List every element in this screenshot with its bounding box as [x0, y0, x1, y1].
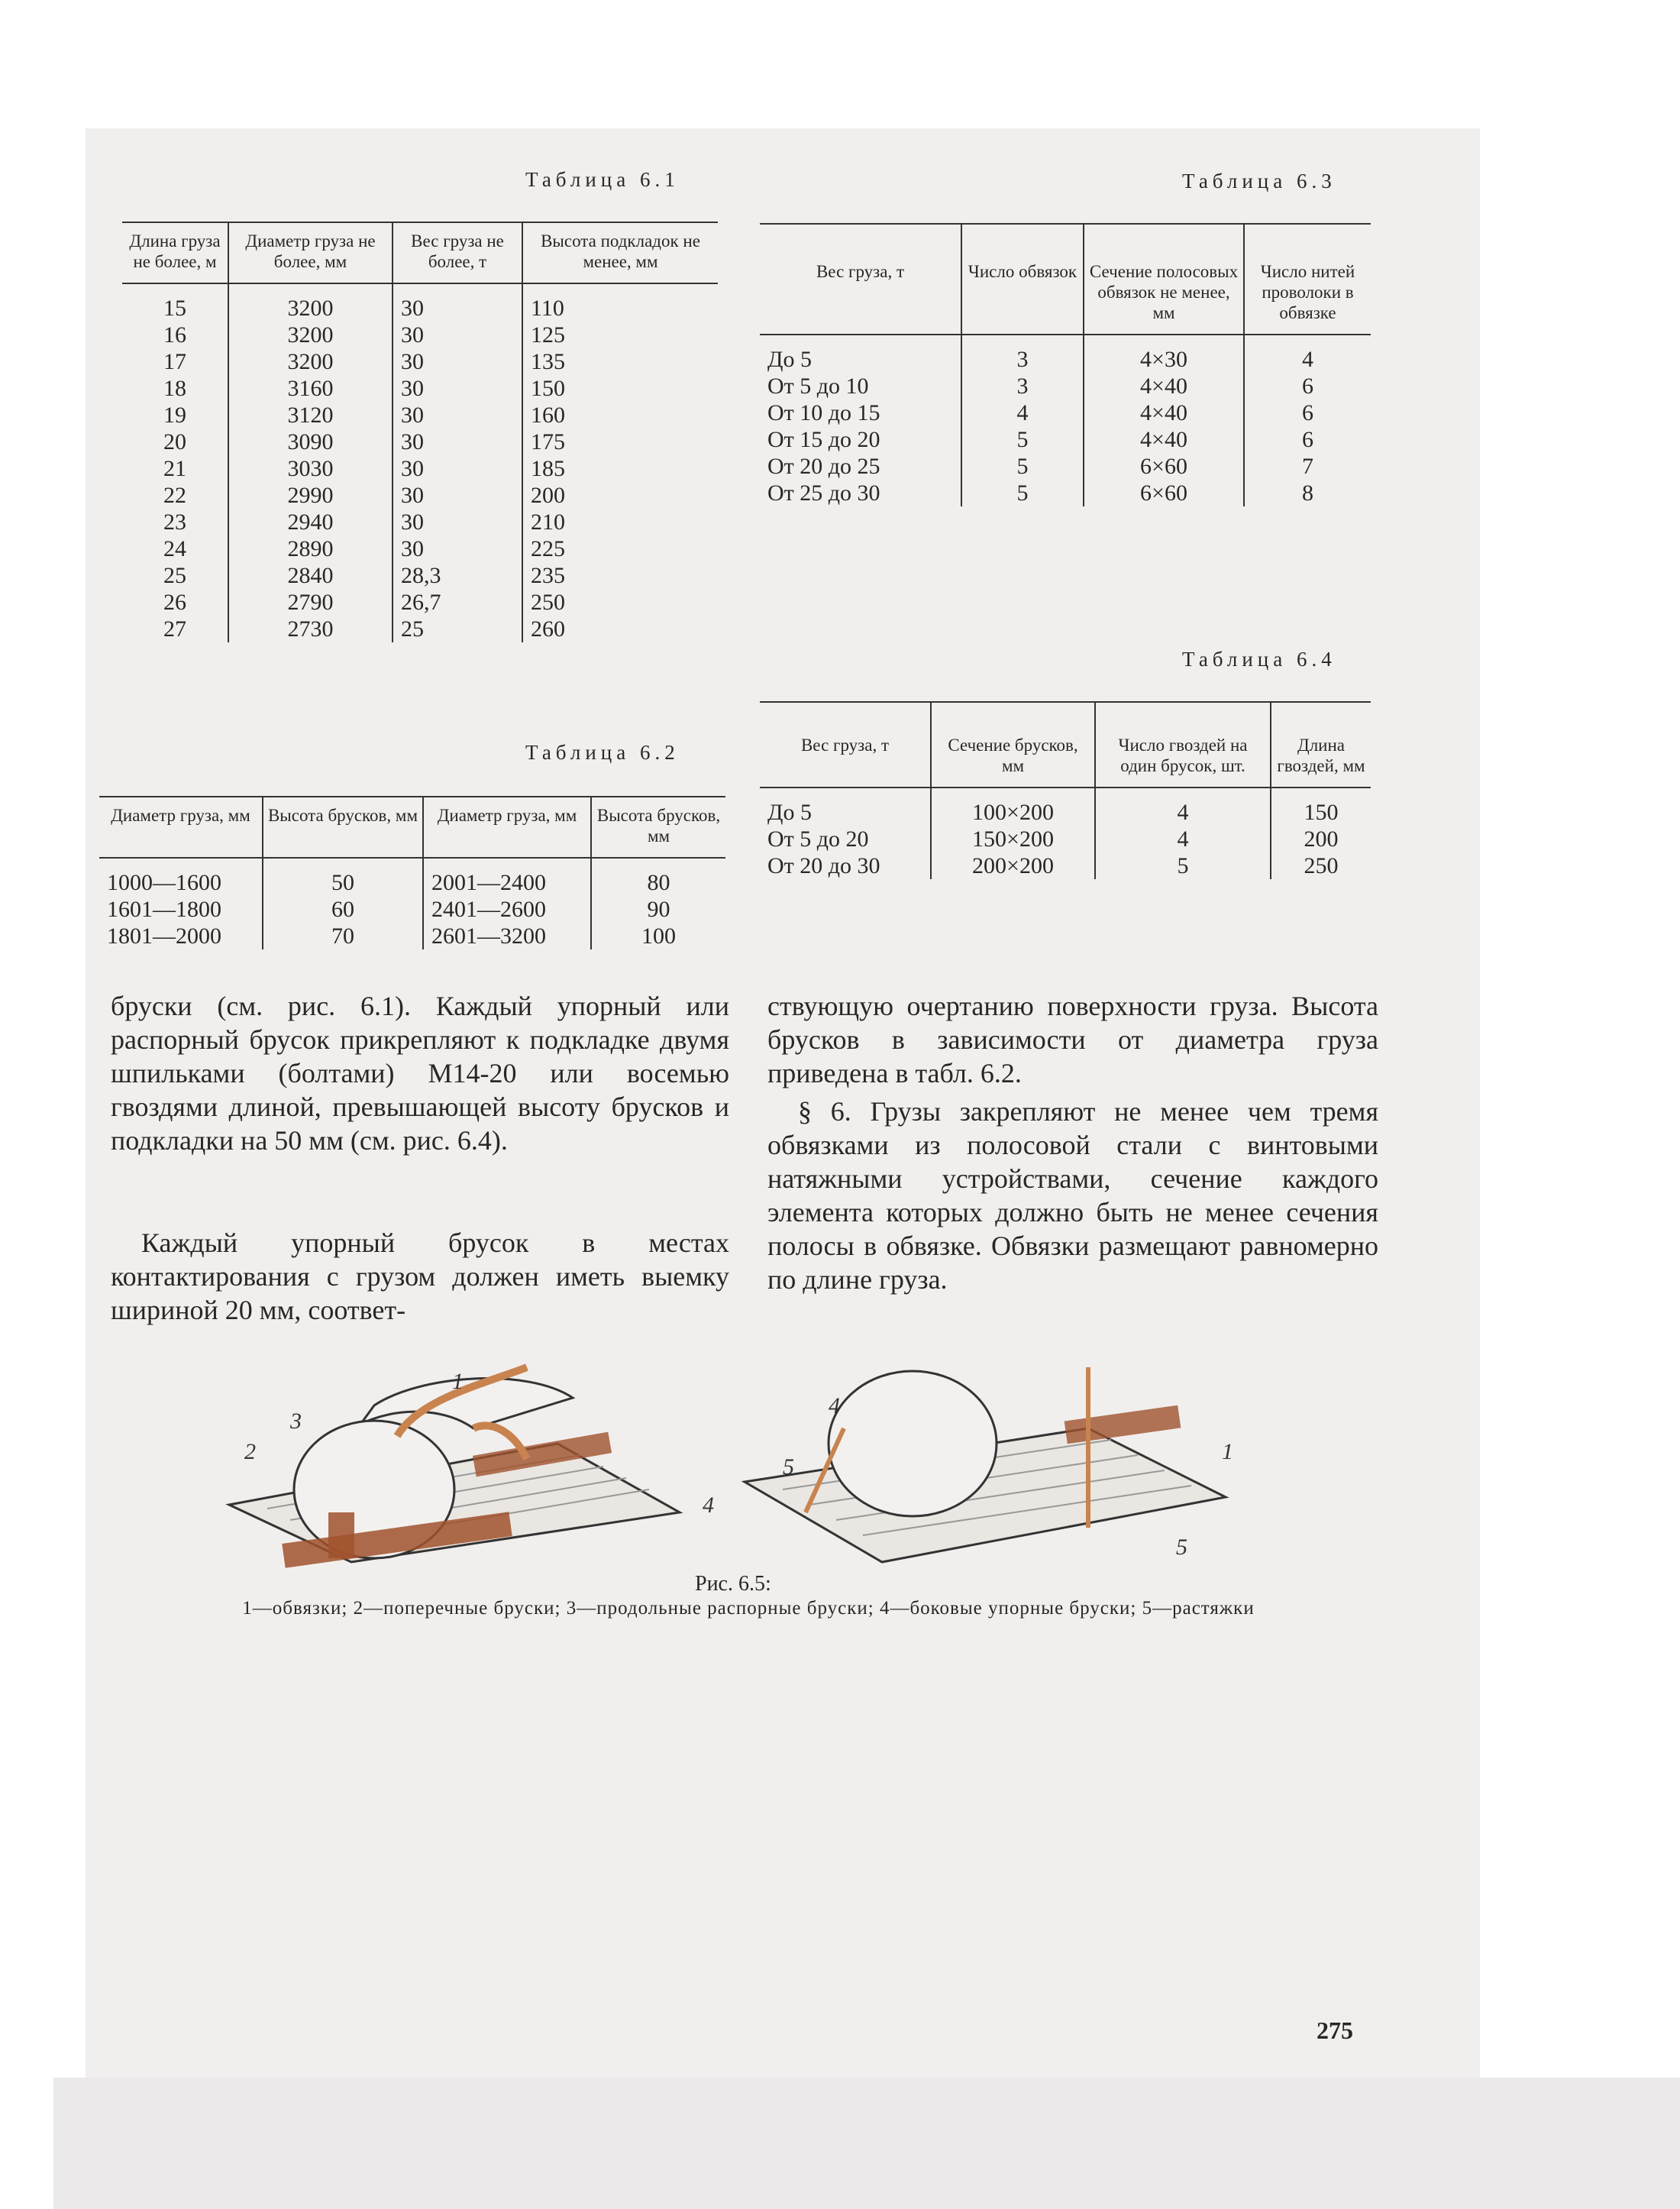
table-cell: 50 — [263, 858, 423, 896]
table-6-4 — [760, 701, 1371, 879]
table-cell: От 15 до 20 — [767, 427, 880, 452]
table-row — [122, 482, 718, 509]
figure-label: 1 — [452, 1369, 464, 1394]
table-cell: 200×200 — [931, 852, 1095, 879]
table-cell: До 5 — [767, 800, 812, 825]
table-cell: 27 — [163, 616, 186, 642]
table-cell: 150×200 — [931, 826, 1095, 852]
table-row — [760, 335, 1371, 373]
table-cell: 4 — [1244, 335, 1371, 373]
table-cell: 7 — [1244, 453, 1371, 480]
table-cell: 250 — [522, 589, 718, 616]
right-paragraph-1: ствующую очертанию поверхности груза. Высота брусков в зависимости от диаметра груза приведена в табл. 6.2. — [767, 991, 1378, 1088]
t62-header: Диаметр груза, мм — [111, 806, 250, 825]
table-row — [760, 399, 1371, 426]
figure-label: 3 — [290, 1409, 302, 1434]
table-6-2 — [99, 796, 725, 949]
table-cell: 160 — [522, 402, 718, 429]
table-cell: 100×200 — [931, 788, 1095, 826]
table-row — [760, 826, 1371, 852]
table-6-2-title: Таблица 6.2 — [525, 741, 680, 764]
t64-header: Сечение брусков, мм — [931, 702, 1095, 788]
table-cell: 80 — [591, 858, 725, 896]
table-cell: 4×30 — [1084, 335, 1244, 373]
table-cell: 150 — [1271, 788, 1371, 826]
table-cell: От 20 до 30 — [767, 853, 880, 878]
left-paragraph-2: Каждый упорный брусок в местах контактирования с грузом должен иметь выемку шириной 20 мм, соответ- — [111, 1227, 729, 1325]
table-cell: 3 — [961, 335, 1084, 373]
table-row — [122, 348, 718, 375]
table-row — [760, 426, 1371, 453]
table-cell: 25 — [393, 616, 522, 642]
t63-header: Вес груза, т — [816, 262, 905, 281]
table-cell: 3030 — [228, 455, 393, 482]
table-6-3 — [760, 223, 1371, 506]
table-cell: 28,3 — [393, 562, 522, 589]
figure-label: 4 — [829, 1393, 840, 1418]
table-row — [122, 283, 718, 322]
table-cell: 30 — [393, 429, 522, 455]
page-number: 275 — [1317, 2017, 1353, 2044]
table-cell: 3200 — [228, 348, 393, 375]
table-cell: 30 — [393, 509, 522, 535]
t64-header: Вес груза, т — [800, 736, 890, 755]
table-cell: 2401—2600 — [423, 896, 591, 923]
table-cell: От 10 до 15 — [767, 400, 880, 425]
figure-label: 1 — [1222, 1439, 1233, 1464]
scan-margin — [53, 2078, 1680, 2209]
table-cell: 26 — [163, 590, 186, 615]
table-row — [122, 562, 718, 589]
table-cell: 3090 — [228, 429, 393, 455]
table-row — [122, 429, 718, 455]
table-cell: 4 — [1095, 788, 1271, 826]
table-row — [122, 375, 718, 402]
table-cell: От 20 до 25 — [767, 454, 880, 479]
table-cell: 90 — [591, 896, 725, 923]
table-cell: 25 — [163, 563, 186, 588]
table-cell: 30 — [393, 375, 522, 402]
t64-header: Длина гвоздей, мм — [1271, 702, 1371, 788]
table-row — [760, 852, 1371, 879]
table-row — [760, 788, 1371, 826]
table-cell: 2940 — [228, 509, 393, 535]
table-6-4-title: Таблица 6.4 — [1182, 648, 1336, 671]
table-cell: 70 — [263, 923, 423, 949]
table-cell: 5 — [961, 426, 1084, 453]
table-cell: 260 — [522, 616, 718, 642]
t61-header: Длина груза не более, м — [129, 231, 221, 271]
table-cell: 17 — [163, 349, 186, 374]
table-cell: 185 — [522, 455, 718, 482]
table-cell: 30 — [393, 283, 522, 322]
table-row — [122, 616, 718, 642]
table-cell: 2001—2400 — [423, 858, 591, 896]
table-row — [99, 858, 725, 896]
right-paragraph-2: § 6. Грузы закрепляют не менее чем тремя обвязками из полосовой стали с винтовыми натяжными устройствами, сечение каждого элемента которых должно быть не менее сечения полосы в обвязке. Обвязки размещают равномерно по длине груза. — [767, 1096, 1378, 1295]
table-cell: 30 — [393, 482, 522, 509]
table-cell: 20 — [163, 429, 186, 454]
t61-header: Высота подкладок не менее, мм — [522, 222, 718, 283]
table-cell: 6 — [1244, 399, 1371, 426]
table-cell: 30 — [393, 348, 522, 375]
table-cell: 5 — [1095, 852, 1271, 879]
table-cell: 18 — [163, 376, 186, 401]
table-cell: 6 — [1244, 373, 1371, 399]
left-paragraph-1: бруски (см. рис. 6.1). Каждый упорный или распорный брусок прикрепляют к подкладке двумя шпильками (болтами) М14-20 или восемью гвоздями длиной, превышающей высоту брусков и подкладки на 50 мм (см. рис. 6.4). — [111, 991, 729, 1156]
table-cell: 6×60 — [1084, 480, 1244, 506]
figure-label: 5 — [783, 1454, 794, 1480]
table-cell: 26,7 — [393, 589, 522, 616]
table-cell: 235 — [522, 562, 718, 589]
table-cell: 30 — [393, 402, 522, 429]
table-cell: 30 — [393, 322, 522, 348]
table-cell: 4×40 — [1084, 426, 1244, 453]
table-cell: 225 — [522, 535, 718, 562]
table-cell: 6 — [1244, 426, 1371, 453]
table-cell: 6×60 — [1084, 453, 1244, 480]
table-cell: От 5 до 20 — [767, 826, 869, 852]
figure-6-5-left — [221, 1369, 741, 1566]
table-row — [99, 896, 725, 923]
table-cell: 4 — [961, 399, 1084, 426]
t63-header: Сечение полосовых обвязок не менее, мм — [1084, 224, 1244, 335]
table-cell: 21 — [163, 456, 186, 481]
table-cell: 24 — [163, 536, 186, 561]
t63-header: Число обвязок — [961, 224, 1084, 335]
table-row — [760, 480, 1371, 506]
table-cell: 2601—3200 — [423, 923, 591, 949]
figure-label: 5 — [1176, 1535, 1187, 1560]
table-row — [99, 923, 725, 949]
table-cell: 2890 — [228, 535, 393, 562]
table-cell: 23 — [163, 509, 186, 535]
t63-header: Число нитей проволоки в обвязке — [1244, 224, 1371, 335]
table-row — [122, 535, 718, 562]
table-row — [122, 509, 718, 535]
table-6-3-title: Таблица 6.3 — [1182, 170, 1336, 192]
table-cell: 110 — [522, 283, 718, 322]
table-cell: 210 — [522, 509, 718, 535]
table-cell: 30 — [393, 535, 522, 562]
table-cell: 150 — [522, 375, 718, 402]
table-cell: До 5 — [767, 347, 812, 372]
table-cell: 1000—1600 — [107, 870, 221, 895]
table-6-1-title: Таблица 6.1 — [525, 168, 680, 191]
table-cell: 200 — [522, 482, 718, 509]
table-cell: 2730 — [228, 616, 393, 642]
table-cell: От 5 до 10 — [767, 374, 869, 399]
table-cell: 3160 — [228, 375, 393, 402]
table-cell: 3 — [961, 373, 1084, 399]
table-cell: 135 — [522, 348, 718, 375]
figure-6-5-right — [737, 1393, 1394, 1566]
table-cell: 2990 — [228, 482, 393, 509]
table-cell: 3200 — [228, 322, 393, 348]
table-cell: 125 — [522, 322, 718, 348]
table-cell: 100 — [591, 923, 725, 949]
table-cell: 22 — [163, 483, 186, 508]
figure-label: 2 — [244, 1439, 256, 1464]
t61-header: Вес груза не более, т — [393, 222, 522, 283]
t62-header: Высота брусков, мм — [263, 797, 423, 858]
table-cell: 4×40 — [1084, 373, 1244, 399]
t64-header: Число гвоздей на один брусок, шт. — [1095, 702, 1271, 788]
table-cell: 4×40 — [1084, 399, 1244, 426]
t62-header: Высота брусков, мм — [591, 797, 725, 858]
table-cell: 2840 — [228, 562, 393, 589]
table-row — [122, 402, 718, 429]
table-cell: 4 — [1095, 826, 1271, 852]
table-6-1 — [122, 222, 718, 642]
table-cell: 8 — [1244, 480, 1371, 506]
table-cell: 16 — [163, 322, 186, 348]
t62-header: Диаметр груза, мм — [423, 797, 591, 858]
table-cell: 200 — [1271, 826, 1371, 852]
table-cell: 2790 — [228, 589, 393, 616]
table-row — [122, 455, 718, 482]
table-cell: 250 — [1271, 852, 1371, 879]
t61-header: Диаметр груза не более, мм — [228, 222, 393, 283]
table-cell: 5 — [961, 480, 1084, 506]
figure-title: Рис. 6.5: — [695, 1572, 771, 1596]
table-cell: 30 — [393, 455, 522, 482]
table-cell: 1801—2000 — [107, 923, 221, 949]
table-cell: От 25 до 30 — [767, 480, 880, 506]
table-row — [760, 373, 1371, 399]
table-row — [760, 453, 1371, 480]
table-cell: 3120 — [228, 402, 393, 429]
table-cell: 19 — [163, 403, 186, 428]
table-cell: 5 — [961, 453, 1084, 480]
table-cell: 175 — [522, 429, 718, 455]
figure-legend: 1—обвязки; 2—поперечные бруски; 3—продольные распорные бруски; 4—боковые упорные бруски; 5—растяжки — [242, 1598, 1255, 1619]
table-cell: 3200 — [228, 283, 393, 322]
table-cell: 15 — [163, 296, 186, 321]
table-row — [122, 589, 718, 616]
table-cell: 60 — [263, 896, 423, 923]
table-row — [122, 322, 718, 348]
table-cell: 1601—1800 — [107, 897, 221, 922]
figure-label: 4 — [703, 1493, 714, 1518]
